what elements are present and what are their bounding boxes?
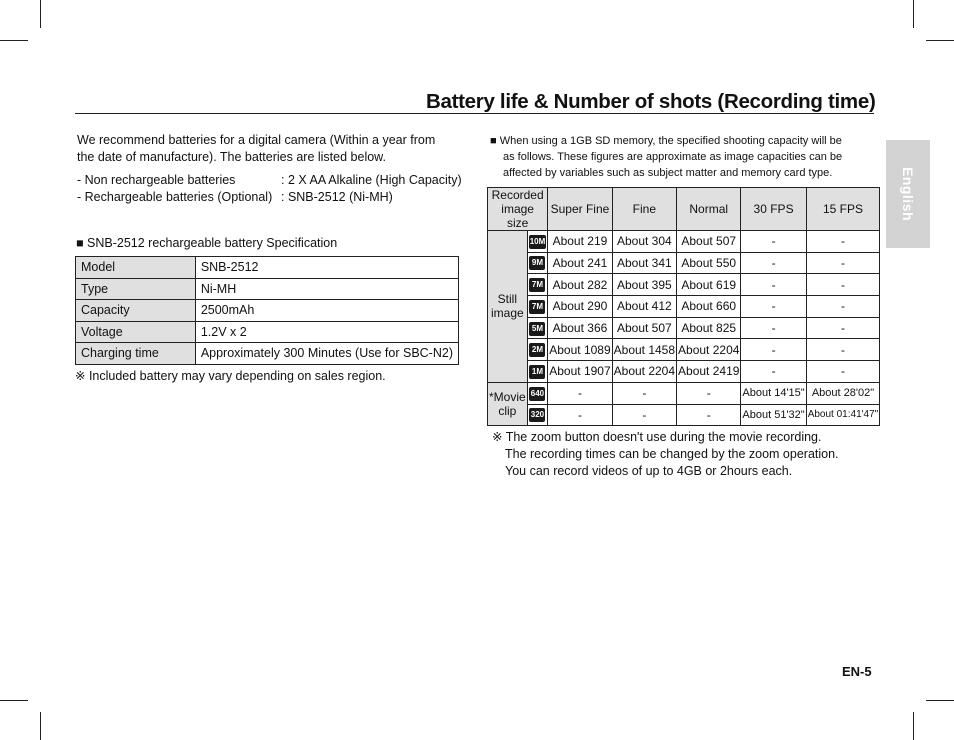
shots-value-cell: - [741,252,806,274]
shots-value-cell: - [612,404,676,426]
battery-type-label: - Rechargeable batteries (Optional) [77,190,273,204]
crop-mark [913,712,914,740]
spec-row [76,300,459,322]
crop-mark [40,712,41,740]
spec-key: Model [76,257,196,279]
image-size-icon: 320 [529,408,545,422]
sd-note-line-1: ■ When using a 1GB SD memory, the specified shooting capacity will be [490,135,842,147]
zoom-note-line-1: ※ The zoom button doesn't use during the movie recording. [492,430,822,444]
shots-row [488,361,880,383]
shots-row [488,274,880,296]
shots-value-cell: About 507 [612,317,676,339]
shots-value-cell: About 550 [677,252,741,274]
size-icon-cell [527,252,548,274]
spec-value: SNB-2512 [195,257,458,279]
size-icon-cell [527,404,548,426]
battery-list-item [77,189,393,206]
spec-value: 2500mAh [195,300,458,322]
size-icon-cell [527,296,548,318]
crop-mark [913,0,914,28]
sd-note [490,133,842,181]
spec-heading: ■ SNB-2512 rechargeable battery Specification [76,236,338,250]
movie-clip-group-label: *Movie clip [488,382,528,425]
shots-value-cell: - [548,404,612,426]
shots-value-cell: About 507 [677,231,741,253]
shots-value-cell: - [806,361,880,383]
crop-mark [40,0,41,28]
shots-value-cell: About 14'15" [741,382,806,404]
spec-value: 1.2V x 2 [195,321,458,343]
shots-value-cell: About 51'32" [741,404,806,426]
shots-header-row [488,188,880,231]
shots-value-cell: About 241 [548,252,612,274]
shots-value-cell: - [741,339,806,361]
image-size-icon: 7M [529,300,545,314]
header-cell: Super Fine [548,188,612,231]
shots-value-cell: About 619 [677,274,741,296]
shots-row [488,231,880,253]
size-icon-cell [527,231,548,253]
image-size-icon: 5M [529,322,545,336]
zoom-note-line-3: You can record videos of up to 4GB or 2hours each. [505,464,793,478]
still-image-group-label: Still image [488,231,528,383]
spec-value: Ni-MH [195,278,458,300]
spec-key: Charging time [76,343,196,365]
shots-value-cell: - [806,317,880,339]
header-cell: Recorded image size [488,188,548,231]
language-tab [886,140,930,248]
size-icon-cell [527,274,548,296]
image-size-icon: 1M [529,365,545,379]
intro-text [77,132,435,166]
battery-list [77,172,462,206]
shots-table [487,187,880,426]
shots-row [488,296,880,318]
shots-value-cell: About 660 [677,296,741,318]
shots-value-cell: About 219 [548,231,612,253]
shots-row [488,317,880,339]
battery-type-value: : SNB-2512 (Ni-MH) [281,190,393,204]
shots-value-cell: About 366 [548,317,612,339]
header-cell: 30 FPS [741,188,806,231]
shots-value-cell: About 2204 [677,339,741,361]
battery-spec-table [75,256,459,365]
shots-value-cell: - [548,382,612,404]
image-size-icon: 7M [529,278,545,292]
sd-note-line-2: as follows. These figures are approximate as image capacities can be [503,151,843,163]
shots-value-cell: - [677,382,741,404]
shots-value-cell: About 341 [612,252,676,274]
header-cell: Fine [612,188,676,231]
shots-value-cell: About 1089 [548,339,612,361]
shots-value-cell: - [806,231,880,253]
spec-row [76,257,459,279]
page-title: Battery life & Number of shots (Recording time) [426,90,876,113]
title-underline [75,113,874,114]
image-size-icon: 10M [529,235,547,249]
shots-value-cell: About 2204 [612,361,676,383]
battery-list-item [77,172,462,189]
header-cell: 15 FPS [806,188,880,231]
spec-key: Type [76,278,196,300]
header-cell: Normal [677,188,741,231]
spec-row [76,321,459,343]
shots-row [488,339,880,361]
spec-note: ※ Included battery may vary depending on sales region. [75,369,386,383]
image-size-icon: 9M [529,256,545,270]
shots-value-cell: - [741,231,806,253]
shots-value-cell: About 01:41'47" [806,404,880,426]
spec-key: Voltage [76,321,196,343]
shots-value-cell: About 290 [548,296,612,318]
shots-value-cell: About 825 [677,317,741,339]
shots-row [488,382,880,404]
spec-row [76,278,459,300]
spec-key: Capacity [76,300,196,322]
language-tab-label: English [900,166,916,222]
battery-type-value: : 2 X AA Alkaline (High Capacity) [281,173,462,187]
shots-value-cell: About 282 [548,274,612,296]
size-icon-cell [527,382,548,404]
size-icon-cell [527,317,548,339]
shots-row [488,252,880,274]
shots-value-cell: - [806,274,880,296]
shots-value-cell: - [741,274,806,296]
image-size-icon: 2M [529,343,545,357]
sd-note-line-3: affected by variables such as subject matter and memory card type. [503,167,833,179]
shots-value-cell: - [741,361,806,383]
battery-type-label: - Non rechargeable batteries [77,173,236,187]
crop-mark [0,40,28,41]
zoom-note [492,429,839,480]
shots-value-cell: - [741,317,806,339]
crop-mark [926,700,954,701]
shots-value-cell: About 304 [612,231,676,253]
spec-value: Approximately 300 Minutes (Use for SBC-N2) [195,343,458,365]
spec-row [76,343,459,365]
image-size-icon: 640 [529,387,545,401]
intro-line-1: We recommend batteries for a digital camera (Within a year from [77,133,436,147]
shots-value-cell: - [677,404,741,426]
shots-row [488,404,880,426]
shots-value-cell: - [806,339,880,361]
shots-value-cell: - [612,382,676,404]
crop-mark [926,40,954,41]
intro-line-2: the date of manufacture). The batteries are listed below. [77,150,386,164]
shots-value-cell: About 1458 [612,339,676,361]
shots-value-cell: - [806,296,880,318]
zoom-note-line-2: The recording times can be changed by the zoom operation. [505,447,839,461]
shots-value-cell: About 28'02" [806,382,880,404]
crop-mark [0,700,28,701]
shots-value-cell: About 412 [612,296,676,318]
shots-value-cell: - [806,252,880,274]
shots-value-cell: About 1907 [548,361,612,383]
shots-value-cell: About 395 [612,274,676,296]
shots-value-cell: About 2419 [677,361,741,383]
page-number: EN-5 [842,664,872,679]
size-icon-cell [527,339,548,361]
size-icon-cell [527,361,548,383]
shots-value-cell: - [741,296,806,318]
